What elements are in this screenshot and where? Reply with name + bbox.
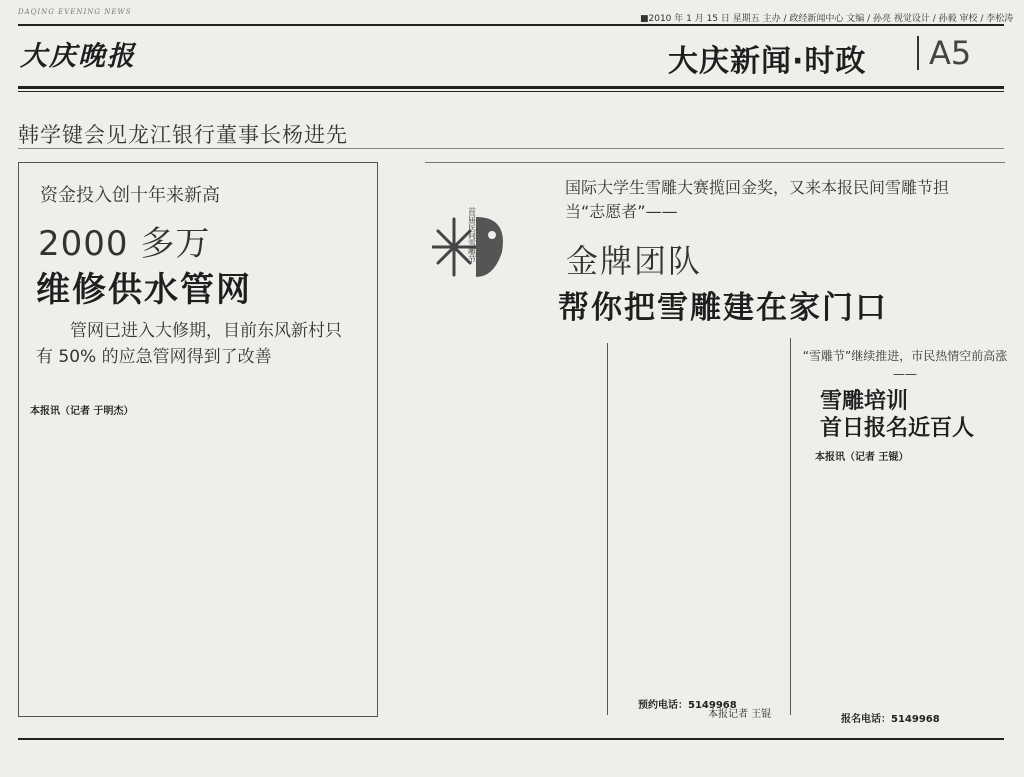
masthead-rule <box>18 86 1004 89</box>
headline-rule <box>18 148 1004 149</box>
side-headline-line2: 首日报名近百人 <box>820 416 975 441</box>
left-byline: 本报讯（记者 于明杰） <box>30 406 134 417</box>
left-deck: 管网已进入大修期，目前东风新村只有 50% 的应急管网得到了改善 <box>36 321 342 367</box>
paper-name-en: DAQING EVENING NEWS <box>18 8 132 16</box>
emblem-text: 首届民间雪雕节 <box>467 207 477 263</box>
left-headline-line2: 维修供水管网 <box>36 270 252 310</box>
main-headline-line2: 帮你把雪雕建在家门口 <box>558 290 888 326</box>
top-rule <box>18 24 1004 26</box>
snowflake-emblem-icon <box>432 197 508 297</box>
paper-logo: 大庆晚报 <box>20 41 136 72</box>
masthead-rule-thin <box>18 91 1004 92</box>
main-byline: 本报记者 王锟 <box>708 709 772 720</box>
side-phone: 报名电话：5149968 <box>841 714 940 725</box>
section-title: 大庆新闻·时政 <box>668 44 867 79</box>
issue-meta: ■2010 年 1 月 15 日 星期五 主办 / 政经新闻中心 文编 / 孙亮 视觉设计 / 孙毅 审校 / 李松涛 <box>640 14 1014 24</box>
side-headline <box>820 388 1010 442</box>
side-byline: 本报讯（记者 王锟） <box>815 452 909 463</box>
left-col1 <box>30 402 195 417</box>
main-col-divider <box>607 343 608 715</box>
main-kicker: 国际大学生雪雕大赛揽回金奖，又来本报民间雪雕节担当“志愿者”—— <box>565 178 950 221</box>
main-headline-line1: 金牌团队 <box>566 242 703 280</box>
page-number: A5 <box>917 36 971 70</box>
bottom-rule <box>18 738 1004 740</box>
left-headline-line1: 2000 多万 <box>38 224 211 264</box>
side-kicker: “雪雕节”继续推进，市民热情空前高涨—— <box>802 349 1008 381</box>
side-headline-line1: 雪雕培训 <box>820 389 909 414</box>
left-kicker: 资金投入创十年来新高 <box>40 185 220 206</box>
top-headline: 韩学键会见龙江银行董事长杨进先 <box>18 123 348 147</box>
side-body <box>815 448 1003 725</box>
side-divider <box>790 338 791 715</box>
main-top-rule <box>425 162 1005 163</box>
main-phone: 预约电话：5149968 <box>638 700 737 711</box>
